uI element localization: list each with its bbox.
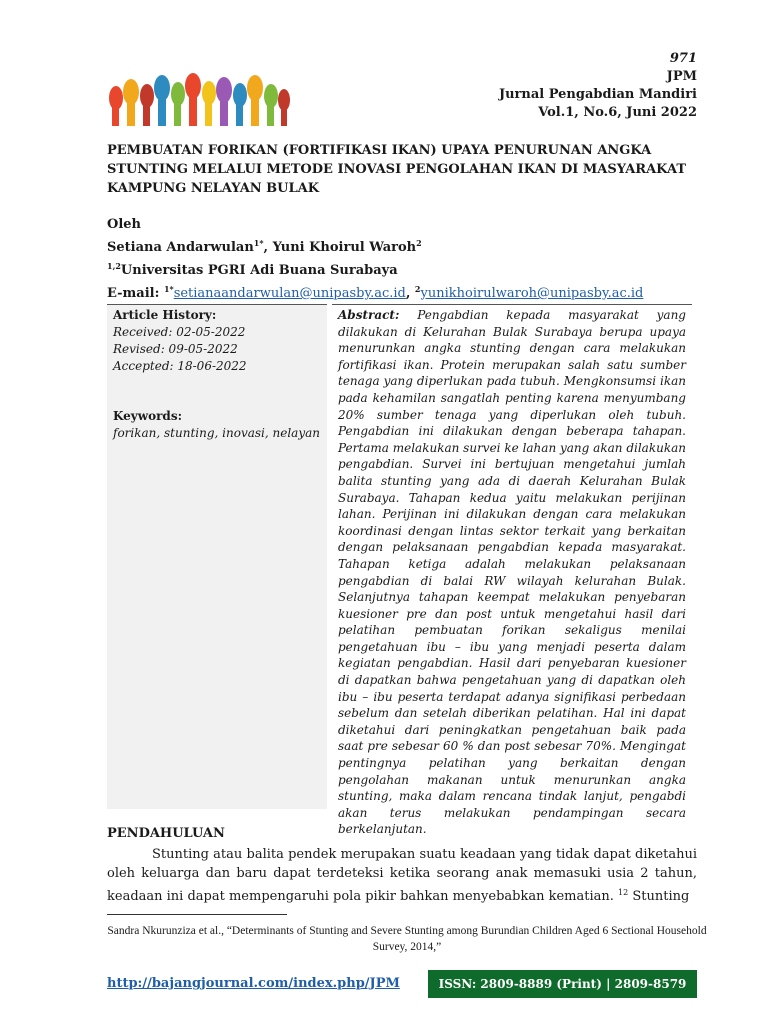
- footnote: Sandra Nkurunziza et al., “Determinants of Stunting and Severe Stunting among Burundian Children Aged 6 Sectional Household Survey, 2014,”: [107, 925, 707, 953]
- affiliation-sup: 1,2: [107, 261, 121, 271]
- article-title: PEMBUATAN FORIKAN (FORTIFIKASI IKAN) UPAYA PENURUNAN ANGKA STUNTING MELALUI METODE INOVASI PENGOLAHAN IKAN DI MASYARAKAT KAMPUNG NELAYAN BULAK: [107, 143, 687, 196]
- keywords-text: forikan, stunting, inovasi, nelayan: [113, 426, 320, 440]
- footnote-ref: 12: [618, 888, 629, 897]
- issn-badge: ISSN: 2809-8889 (Print) | 2809-8579 (Online): [428, 970, 697, 998]
- by-label: Oleh: [107, 217, 141, 232]
- email-separator: ,: [405, 286, 415, 301]
- journal-header: [499, 50, 697, 122]
- email-1-sup: 1*: [163, 284, 174, 294]
- affiliation: [107, 257, 707, 280]
- email-line: [107, 280, 707, 303]
- author-separator: ,: [263, 240, 273, 255]
- abstract-label: Abstract:: [338, 308, 400, 322]
- abstract-paragraph: [338, 307, 686, 838]
- author-2: Yuni Khoirul Waroh: [272, 240, 417, 255]
- introduction-tail: Stunting: [628, 889, 690, 904]
- abstract-text: Pengabdian kepada masyarakat yang dilakukan di Kelurahan Bulak Surabaya berupa upaya menurunkan angka stunting dengan cara melakukan fortifikasi ikan. Protein merupakan salah satu sumber tenaga yang diperlukan pada tubuh. Mengkonsumsi ikan pada kehamilan sangatlah penting karena menyumbang 20% sumber tenaga yang diperlukan oleh tubuh. Pengabdian ini dilakukan dengan beberapa tahapan. Pertama melakukan survei ke lahan yang akan dilakukan pengabdian. Survei ini bertujuan mengetahui jumlah balita stunting yang ada di daerah Kelurahan Bulak Surabaya. Tahapan kedua yaitu melakukan perijinan lahan. Perijinan ini dilakukan dengan cara melakukan koordinasi dengan lintas sektor terkait yang berkaitan dengan pelaksanaan pengabdian kepada masyarakat. Tahapan ketiga adalah melakukan pelaksanaan pengabdian di balai RW wilayah kelurahan Bulak. Selanjutnya tahapan keempat melakukan penyebaran kuesioner pre dan post untuk mengetahui hasil dari pelatihan pembuatan forikan sekaligus menilai pengetahuan ibu – ibu yang menjadi peserta dalam kegiatan pengabdian. Hasil dari penyebaran kuesioner di dapatkan bahwa pengetahuan yang di dapatkan oleh ibu – ibu peserta terdapat adanya signifikasi perbedaan sebelum dan setelah diberikan pelatihan. Hal ini dapat diketahui dari peningkatkan pengetahuan baik pada saat pre sebesar 60 % dan post sebesar 70%. Mengingat pentingnya pelatihan yang berkaitan dengan pengolahan makanan untuk menurunkan angka stunting, maka dalam rencana tindak lanjut, pengabdi akan terus melakukan pendampingan secara berkelanjutan.: [338, 308, 686, 837]
- introduction-text: Stunting atau balita pendek merupakan suatu keadaan yang tidak dapat diketahui oleh keluarga dan baru dapat terdeteksi ketika seorang anak memasuki usia 2 tahun, keadaan ini dapat mempengaruhi pola pikir bahkan menyebabkan kematian.: [107, 847, 697, 904]
- author-2-sup: 2: [416, 238, 422, 248]
- article-info-sidebar: [107, 304, 327, 809]
- author-names: [107, 234, 707, 257]
- author-1: Setiana Andarwulan: [107, 240, 254, 255]
- journal-volume: Vol.1, No.6, Juni 2022: [538, 105, 697, 120]
- author-1-sup: 1*: [253, 238, 264, 248]
- revised-date: Revised: 09-05-2022: [113, 342, 238, 356]
- email-2-link[interactable]: yunikhoirulwaroh@unipasby.ac.id: [420, 286, 644, 301]
- abstract-section: [332, 304, 692, 837]
- keywords-heading: Keywords:: [113, 409, 183, 423]
- email-label: E-mail:: [107, 286, 164, 301]
- email-2-sup: 2: [414, 284, 421, 294]
- received-date: Received: 02-05-2022: [113, 325, 246, 339]
- introduction-paragraph: [107, 845, 697, 906]
- affiliation-text: Universitas PGRI Adi Buana Surabaya: [120, 263, 398, 278]
- email-1-link[interactable]: setianaandarwulan@unipasby.ac.id: [173, 286, 406, 301]
- journal-logo-hands-icon: [106, 66, 292, 126]
- footnote-divider: [107, 914, 287, 915]
- journal-name: Jurnal Pengabdian Mandiri: [498, 87, 697, 102]
- author-block: [107, 215, 707, 303]
- journal-abbreviation: JPM: [666, 69, 697, 84]
- journal-url-link[interactable]: http://bajangjournal.com/index.php/JPM: [107, 976, 400, 991]
- accepted-date: Accepted: 18-06-2022: [113, 359, 247, 373]
- page-number: 971: [669, 51, 697, 66]
- article-history-heading: Article History:: [113, 308, 217, 322]
- introduction-heading: PENDAHULUAN: [107, 826, 225, 841]
